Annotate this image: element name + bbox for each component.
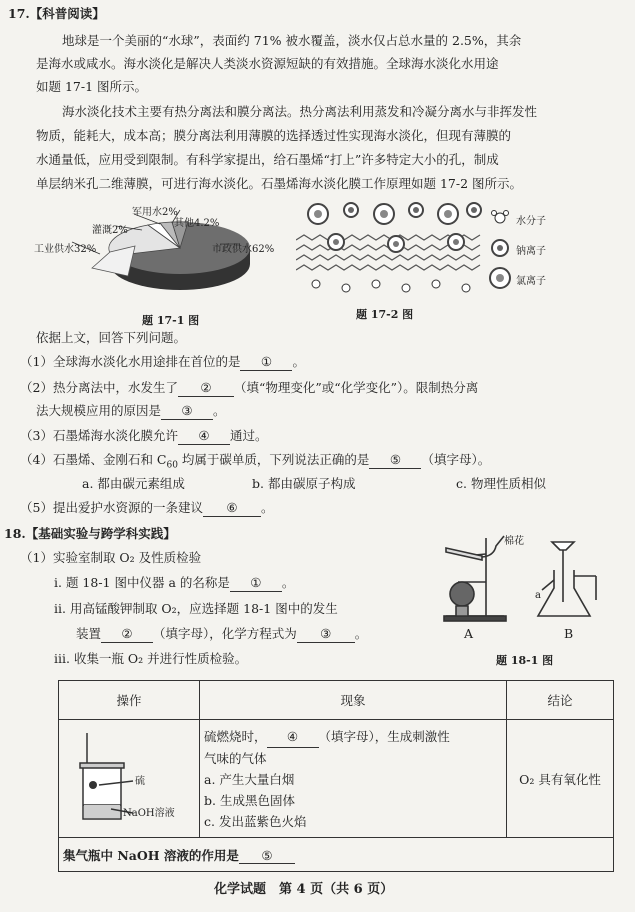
water-molecule-icon [492, 211, 509, 224]
conclusion-cell: O₂ 具有氧化性 [507, 720, 614, 838]
answer-blank[interactable]: ⑤ [239, 848, 295, 864]
answer-blank[interactable]: ⑥ [203, 500, 261, 517]
fig17-2-caption: 题 17-2 图 [356, 308, 414, 321]
q17-sub3: （3）石墨烯海水淡化膜允许 ④ 通过。 [20, 428, 268, 443]
header-operation: 操作 [59, 681, 200, 720]
q17-option-c: c. 物理性质相似 [456, 476, 546, 491]
fig17-1-caption: 题 17-1 图 [142, 314, 200, 327]
experiment-table [58, 680, 614, 872]
answer-blank[interactable]: ① [230, 575, 282, 592]
answer-blank[interactable]: ① [240, 354, 292, 371]
apparatus-figure [434, 530, 604, 645]
q17-option-b: b. 都由碳原子构成 [252, 476, 356, 491]
q18-iii: iii. 收集一瓶 O₂ 并进行性质检验。 [54, 651, 248, 666]
q17-p1-line3: 如题 17-1 图所示。 [36, 79, 148, 94]
pie-label-industrial: 工业供水32% [34, 244, 97, 255]
sodium-ion-icon [492, 240, 508, 256]
q17-p2-line4: 单层纳米孔二维薄膜，可进行海水淡化。石墨烯海水淡化膜工作原理如题 17-2 图所示。 [36, 176, 523, 191]
q17-p1-line2: 是海水或咸水。海水淡化是解决人类淡水资源短缺的有效措施。全球海水淡化水用途 [36, 56, 499, 71]
q17-sub2-line1: （2）热分离法中，水发生了 ② （填“物理变化”或“化学变化”）。限制热分离 [20, 380, 479, 395]
instrument-a-label: a [535, 590, 541, 601]
answer-blank[interactable]: ② [178, 380, 234, 397]
q17-p1-line1: 地球是一个美丽的“水球”，表面约 71% 被水覆盖，淡水仅占总水量的 2.5%，其余 [62, 33, 522, 48]
answer-blank[interactable]: ④ [267, 726, 319, 748]
operation-cell [59, 720, 200, 838]
answer-blank[interactable]: ③ [161, 403, 213, 420]
table-header-row [59, 681, 614, 720]
pie-label-irrigation: 灌溉2% [92, 225, 128, 236]
pie-label-military: 军用水2% [132, 207, 178, 218]
q18-tag: 【基础实验与跨学科实践】 [25, 526, 176, 541]
q18-sub1: （1）实验室制取 O₂ 及性质检验 [20, 550, 202, 565]
cotton-label: 棉花 [504, 536, 524, 547]
q17-option-a: a. 都由碳元素组成 [82, 476, 185, 491]
q17-header [8, 6, 105, 22]
q17-sub1: （1）全球海水淡化水用途排在首位的是 ① 。 [20, 354, 305, 369]
pie-label-other: 其他4.2% [174, 218, 220, 229]
phenomenon-option-c: c. 发出蓝紫色火焰 [204, 813, 307, 829]
phenomenon-option-b: b. 生成黑色固体 [204, 792, 295, 808]
apparatus-label-b: B [564, 626, 574, 641]
answer-blank[interactable]: ④ [178, 428, 230, 445]
legend-sodium: 钠离子 [516, 246, 546, 257]
legend-chloride: 氯离子 [516, 276, 546, 287]
apparatus-label-a: A [464, 626, 474, 641]
q18-ii-line1: ii. 用高锰酸钾制取 O₂，应选择题 18-1 图中的发生 [54, 601, 338, 616]
answer-blank[interactable]: ③ [297, 626, 355, 643]
pie-label-municipal: 市政供水62% [212, 244, 275, 255]
q17-p2-line1: 海水淡化技术主要有热分离法和膜分离法。热分离法利用蒸发和冷凝分离水与非挥发性 [62, 104, 538, 119]
q17-sub2-line2: 法大规模应用的原因是 ③ 。 [36, 403, 226, 418]
header-phenomenon: 现象 [200, 681, 507, 720]
q18-ii-line2: 装置 ② （填字母），化学方程式为 ③ 。 [76, 626, 368, 641]
apparatus-a [444, 536, 506, 621]
water-molecules [312, 280, 470, 292]
apparatus-b [538, 542, 596, 616]
q17-sub4: （4）石墨烯、金刚石和 $C_{60}$ 均属于碳单质，下列说法正确的是 ⑤ （填字母）。 [20, 452, 491, 471]
q18-i: i. 题 18-1 图中仪器 a 的名称是 ① 。 [54, 575, 295, 590]
phenomenon-option-a: a. 产生大量白烟 [204, 771, 295, 787]
graphene-membrane-figure [296, 200, 486, 300]
phenomenon-cell: 硫燃烧时， ④ （填字母），生成刺激性 气味的气体 a. 产生大量白烟 b. 生成黑色固体 c. 发出蓝紫色火焰 [200, 720, 507, 838]
q17-number: 17. [8, 6, 30, 21]
phenomenon-line2: 气味的气体 [204, 750, 267, 766]
page-footer: 化学试题 第 4 页（共 6 页） [214, 882, 394, 897]
naoh-solution-label: NaOH溶液 [123, 808, 175, 819]
q17-p2-line3: 水通量低，应用受到限制。有科学家提出，给石墨烯“打上”许多特定大小的孔，制成 [36, 152, 499, 167]
answer-blank[interactable]: ② [101, 626, 153, 643]
q17-sub5: （5）提出爱护水资源的一条建议 ⑥ 。 [20, 500, 274, 515]
q17-intro: 依据上文，回答下列问题。 [36, 330, 187, 345]
q17-p2-line2: 物质，能耗大，成本高；膜分离法利用薄膜的选择透过性实现海水淡化，但现有薄膜的 [36, 128, 512, 143]
legend-water: 水分子 [516, 216, 546, 227]
answer-blank[interactable]: ⑤ [369, 452, 421, 469]
sulfur-label: 硫 [135, 776, 145, 787]
q18-number: 18. [4, 526, 26, 541]
q18-header [4, 526, 176, 542]
fig17-2-legend-icons [488, 208, 512, 292]
chloride-ion-icon [490, 268, 510, 288]
q17-tag: 【科普阅读】 [29, 6, 105, 21]
ion-row [308, 203, 481, 224]
table-footer-row [59, 838, 614, 872]
naoh-role-cell: 集气瓶中 NaOH 溶液的作用是 ⑤ [59, 838, 614, 872]
table-row [59, 720, 614, 838]
fig18-1-caption: 题 18-1 图 [496, 654, 554, 667]
header-conclusion: 结论 [507, 681, 614, 720]
